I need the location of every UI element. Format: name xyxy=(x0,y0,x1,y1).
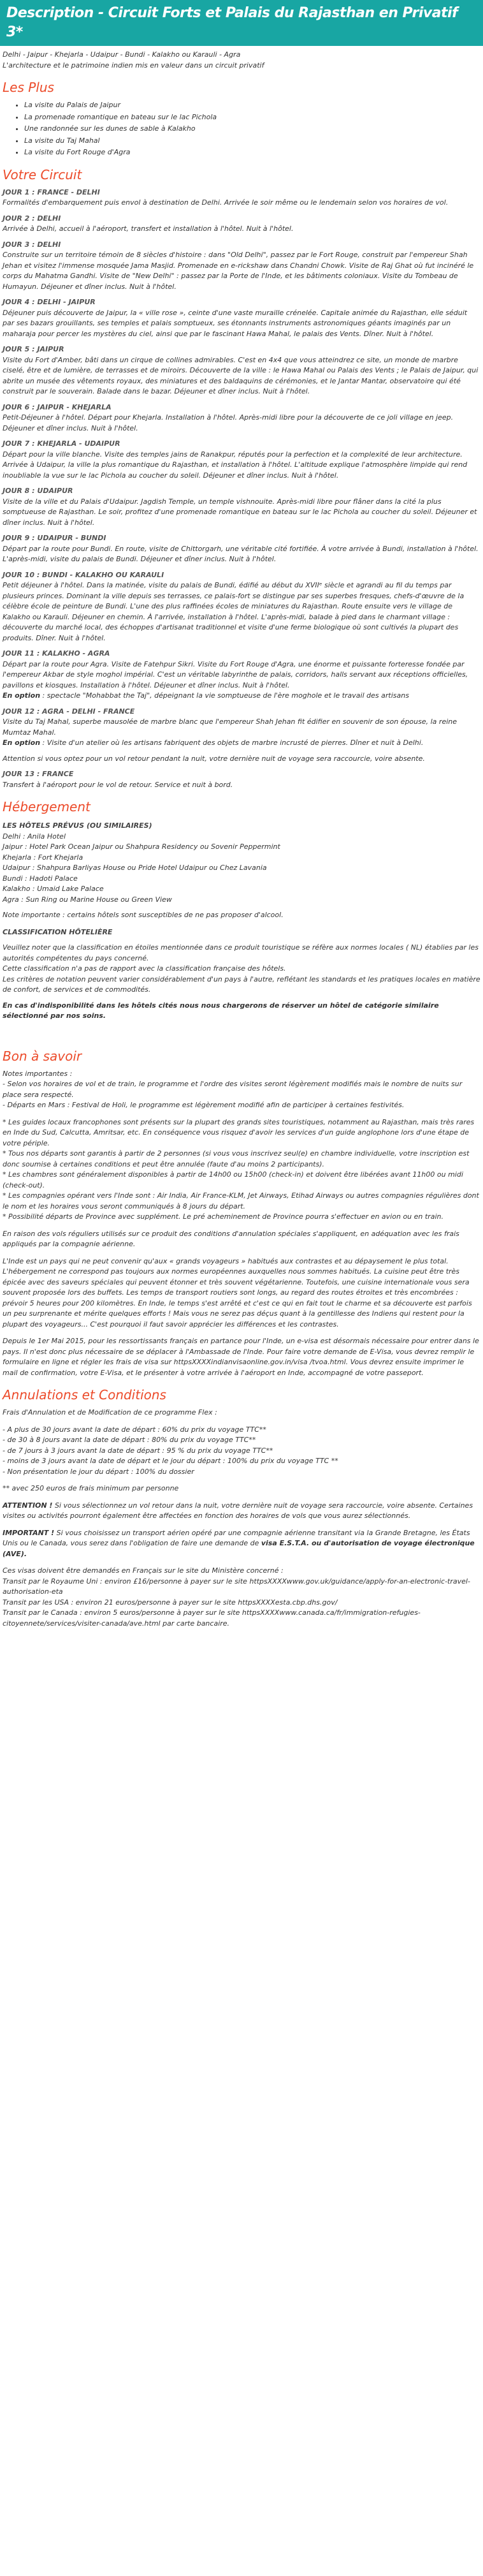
intro-tagline: L'architecture et le patrimoine indien mis en valeur dans un circuit privatif xyxy=(3,61,264,70)
day-block xyxy=(3,707,480,765)
day-block xyxy=(3,570,480,644)
annulation-line: - de 30 à 8 jours avant la date de départ : 80% du prix du voyage TTC** xyxy=(3,1436,256,1444)
attention-block xyxy=(3,1501,480,1522)
page-title: Description - Circuit Forts et Palais du Rajasthan en Privatif 3* xyxy=(6,5,458,40)
availability-note: En cas d'indisponibilité dans les hôtels cités nous nous chargerons de réserver un hôtel de catégorie similaire sélectionné par nos soins. xyxy=(3,1001,439,1020)
day-block xyxy=(3,769,480,790)
day-text: Visite du Taj Mahal, superbe mausolée de marbre blanc que l'empereur Shah Jehan fit édifier en souvenir de son épouse, la reine Mumtaz Mahal. xyxy=(3,718,458,737)
day-text: Transfert à l'aéroport pour le vol de retour. Service et nuit à bord. xyxy=(3,780,233,789)
section-title-hebergement: Hébergement xyxy=(3,799,90,814)
hotels-title: LES HÔTELS PRÉVUS (OU SIMILAIRES) xyxy=(3,821,152,830)
hotel-line: Delhi : Anila Hotel xyxy=(3,832,66,841)
info-paragraph: * Les guides locaux francophones sont présents sur la plupart des grands sites touristiques, notamment au Rajasthan, mais très rares en Inde du Sud, Calcutta, Amritsar, etc. En conséquence vous risquez d'avoir les services d'un guide anglophone lors d'une étape de votre périple. xyxy=(3,1117,475,1147)
day-title: JOUR 4 : DELHI - JAIPUR xyxy=(3,298,96,306)
classification-line: Cette classification n'a pas de rapport avec la classification française des hôtels. xyxy=(3,964,286,973)
info-paragraph: * Possibilité départs de Province avec supplément. Le pré acheminement de Province pourra s'effectuer en avion ou en train. xyxy=(3,1212,443,1221)
day-title: JOUR 6 : JAIPUR - KHEJARLA xyxy=(3,402,112,411)
day-block xyxy=(3,297,480,339)
classification-line: Veuillez noter que la classification en étoiles mentionnée dans ce produit touristique se réfère aux normes locales ( NL) établies par les autorités compétentes du pays concerné. xyxy=(3,943,479,962)
info-paragraph: * Tous nos départs sont garantis à partir de 2 personnes (si vous vous inscrivez seul(e) en chambre individuelle, votre inscription est donc soumise à certaines conditions et peut être annulée (faute d'au moins 2 participants). xyxy=(3,1149,470,1168)
hotel-line: Jaipur : Hotel Park Ocean Jaipur ou Shahpura Residency ou Sovenir Peppermint xyxy=(3,843,280,851)
section-title-circuit: Votre Circuit xyxy=(3,166,82,182)
visa-info-text: Depuis le 1er Mai 2015, pour les ressortissants français en partance pour l'Inde, un e-visa est désormais nécessaire pour entrer dans le pays. Il n'est donc plus nécessaire de se déplacer à l'Ambassade de l'Inde. Pour faire votre demande de E-Visa, vous devrez remplir le formulaire en ligne et régler les frais de visa sur httpsXXXXindianvisaonline.gov.in/visa /tvoa.html. Vous devrez ensuite imprimer le mail de confirmation, votre E-Visa, et le présenter à votre arrivée à l'aéroport en Inde, accompagné de votre passeport. xyxy=(3,1337,479,1377)
day-title: JOUR 1 : FRANCE - DELHI xyxy=(3,188,100,196)
day-block xyxy=(3,439,480,481)
day-text: Visite de la ville et du Palais d'Udaipur. Jagdish Temple, un temple vishnouite. Après-midi libre pour flâner dans la cité la plus somptueuse de Rajasthan. Le soir, profitez d'une promenade romantique en bateau sur le lac Pichola au coucher du soleil. Déjeuner et dîner inclus. Nuit à l'hôtel. xyxy=(3,497,477,527)
conditions-text: En raison des vols réguliers utilisés sur ce produit des conditions d'annulation spéciales s'appliquent, en adéquation avec les frais appliqués par la compagnie aérienne. xyxy=(3,1229,459,1248)
main-content xyxy=(0,46,483,1629)
list-item: • Une randonnée sur les dunes de sable à Kalakho xyxy=(24,124,480,135)
hotel-line: Udaipur : Shahpura Barliyas House ou Pride Hotel Udaipur ou Chez Lavania xyxy=(3,864,267,872)
india-info-text: L'Inde est un pays qui ne peut convenir qu'aux « grands voyageurs » habitués aux contrastes et au dépaysement le plus total. L'hébergement ne correspond pas toujours aux normes européennes auxquelles nous sommes habitués. La cuisine peut être très épicée avec des saveurs spéciales qui peuvent étonner et très souvent végétarienne. Toutefois, une cuisine internationale vous sera souvent proposée lors des buffets. Les temps de transport routiers sont longs, au regard des routes étroites et très encombrées : prévoir 5 heures pour 200 kilomètres. En Inde, le temps s'est arrêté et c'est ce qui en fait tout le charme et sa découverte est parfois un peu surprenante et mérite quelques efforts ! Mais vous ne serez pas déçus quant à la gentillesse des Indiens qui restent pour la plupart des voyageurs... C'est pourquoi il faut savoir apprécier les différences et les contrastes. xyxy=(3,1256,472,1328)
hotel-line: Khejarla : Fort Khejarla xyxy=(3,853,83,862)
day-text: Départ pour la ville blanche. Visite des temples jains de Ranakpur, réputés pour la perfection et la complexité de leur architecture. Arrivée à Udaipur, la ville la plus romantique du Rajasthan, et installation à l'hôtel. L'altitude explique l'atmosphère limpide qui rend inoubliable la vue sur le lac Pichola au coucher du soleil. Déjeuner et dîner inclus. Nuit à l'hôtel. xyxy=(3,450,468,480)
attention-text: Si vous sélectionnez un vol retour dans la nuit, votre dernière nuit de voyage sera raccourcie, voire absente. Certaines visites ou activités pourront également être affectées en fonction des horaires de vols que vous aurez sélectionnés. xyxy=(3,1501,473,1520)
day-title: JOUR 12 : AGRA - DELHI - FRANCE xyxy=(3,707,135,716)
les-plus-list xyxy=(3,100,480,158)
notes-title: Notes importantes : xyxy=(3,1069,73,1078)
day-title: JOUR 2 : DELHI xyxy=(3,214,61,223)
option-text: : Visite d'un atelier où les artisans fabriquent des objets de marbre incrusté de pierres. Dîner et nuit à Delhi. xyxy=(40,739,424,747)
option-text: : spectacle "Mohabbat the Taj", dépeignant la vie somptueuse de l'ère moghole et le travail des artisans xyxy=(40,691,409,700)
hotels-list xyxy=(3,832,480,906)
intro-route: Delhi - Jaipur - Khejarla - Udaipur - Bundi - Kalakho ou Karauli - Agra xyxy=(3,50,241,59)
day-option xyxy=(3,691,480,702)
day-title: JOUR 7 : KHEJARLA - UDAIPUR xyxy=(3,439,120,448)
classification-title: CLASSIFICATION HÔTELIÈRE xyxy=(3,927,113,936)
day-text: Construite sur un territoire témoin de 8 siècles d'histoire : dans "Old Delhi", passez par le Fort Rouge, construit par l'empereur Shah Jehan et visitez l'immense mosquée Jama Masjid. Promenade en e-rickshaw dans Chandni Chowk. Visite de Raj Ghat où fut incinéré le corps du Mahatma Gandhi. Visite de "New Delhi" : passez par la Porte de l'Inde, et les bâtiments coloniaux. Visite du Tombeau de Humayun. Déjeuner et dîner inclus. Nuit à l'hôtel. xyxy=(3,251,474,291)
day-text: Déjeuner puis découverte de Jaipur, la « ville rose », ceinte d'une vaste muraille crénelée. Capitale animée du Rajasthan, elle séduit par ses bazars grouillants, ses temples et palais somptueux, ses étonnants instruments astronomiques géants imaginés par un maharaja pour percer les mystères du ciel, ainsi que par le fascinant Hawa Mahal, le palais des Vents. Dîner. Nuit à l'hôtel. xyxy=(3,308,468,338)
page-header xyxy=(0,0,483,46)
circuit-days xyxy=(3,188,480,791)
important-text: Si vous choisissez un transport aérien opéré par une compagnie aérienne transitant via la Grande Bretagne, les États Unis ou le Canada, vous serez dans l'obligation de faire une demande de xyxy=(3,1528,470,1547)
day-text: Visite du Fort d'Amber, bâti dans un cirque de collines admirables. C'est en 4x4 que vous atteindrez ce site, un monde de marbre ciselé, être et de lumière, de terrasses et de miroirs. Découverte de la ville : le Hawa Mahal ou Palais des Vents ; le Palais de Jaipur, qui abrite un musée des vêtements royaux, des miniatures et des baldaquins de cérémonies, et le Jantar Mantar, observatoire qui été construit par le souverain. Balade dans le bazar. Déjeuner et dîner inclus. Nuit à l'hôtel. xyxy=(3,355,479,395)
info-paragraph: * Les compagnies opérant vers l'Inde sont : Air India, Air France-KLM, Jet Airways, Etihad Airways ou autres compagnies régulières dont le nom et les horaires vous seront communiqués à 8 jours du départ. xyxy=(3,1191,479,1211)
day-block xyxy=(3,402,480,434)
info-paragraph: * Les chambres sont généralement disponibles à partir de 14h00 ou 15h00 (check-in) et doivent être libérées avant 11h00 ou midi (check-out). xyxy=(3,1170,463,1189)
day-block xyxy=(3,188,480,209)
annulation-line: - Non présentation le jour du départ : 100% du dossier xyxy=(3,1467,194,1476)
note-line: - Départs en Mars : Festival de Holi, le programme est légèrement modifié afin de participer à certaines festivités. xyxy=(3,1101,405,1109)
visa-line[interactable]: Transit par les USA : environ 21 euros/personne à payer sur le site httpsXXXXesta.cbp.dhs.gov/ xyxy=(3,1598,338,1607)
important-bold: visa E.S.T.A. ou d'autorisation de voyage électronique (AVE). xyxy=(3,1539,475,1558)
list-item: • La visite du Palais de Jaipur xyxy=(24,100,480,111)
day-text: Arrivée à Delhi, accueil à l'aéroport, transfert et installation à l'hôtel. Nuit à l'hôtel. xyxy=(3,224,294,233)
day-block xyxy=(3,649,480,702)
day-text: Petit déjeuner à l'hôtel. Dans la matinée, visite du palais de Bundi, édifié au début du XVIIᵉ siècle et agrandi au fil du temps par plusieurs princes. Dominant la ville depuis ses terrasses, ce palais-fort se distingue par ses superbes fresques, chefs-d'œuvre de la célèbre école de peinture de Bundi. L'une des plus raffinées écoles de miniatures du Rajasthan. Route ensuite vers le village de Kalakho ou Karauli. Déjeuner en chemin. À l'arrivée, installation à l'hôtel. L'après-midi, balade à pied dans le charmant village : découverte du marché local, des échoppes d'artisanat traditionnel et visite d'une ferme biologique où sont cultivés la plupart des produits. Dîner. Nuit à l'hôtel. xyxy=(3,581,465,642)
annulation-line: - moins de 3 jours avant la date de départ et le jour du départ : 100% du prix du voyage TTC ** xyxy=(3,1457,338,1465)
list-item: • La visite du Fort Rouge d'Agra xyxy=(24,147,480,158)
day-title: JOUR 11 : KALAKHO - AGRA xyxy=(3,649,110,658)
option-label: En option xyxy=(3,739,41,747)
annulation-line: - de 7 jours à 3 jours avant la date de départ : 95 % du prix du voyage TTC** xyxy=(3,1446,273,1455)
option-label: En option xyxy=(3,691,41,700)
hotel-line: Bundi : Hadoti Palace xyxy=(3,874,78,883)
day-extra: Attention si vous optez pour un vol retour pendant la nuit, votre dernière nuit de voyage sera raccourcie, voire absente. xyxy=(3,754,425,763)
day-title: JOUR 5 : JAIPUR xyxy=(3,345,64,353)
section-title-bon-a-savoir: Bon à savoir xyxy=(3,1048,82,1064)
intro-block xyxy=(3,46,480,71)
day-text: Formalités d'embarquement puis envol à destination de Delhi. Arrivée le soir même ou le lendemain selon vos horaires de vol. xyxy=(3,198,449,207)
day-text: Départ par la route pour Agra. Visite de Fatehpur Sikri. Visite du Fort Rouge d'Agra, une énorme et puissante forteresse fondée par l'empereur Akbar de style moghol impérial. C'est un véritable labyrinthe de palais, corridors, halls servant aux réceptions officielles, pavillons et kiosques. Installation à l'hôtel. Déjeuner et dîner inclus. Nuit à l'hôtel. xyxy=(3,659,468,689)
visa-line: Ces visas doivent être demandés en Français sur le site du Ministère concerné : xyxy=(3,1566,284,1575)
day-text: Petit-Déjeuner à l'hôtel. Départ pour Khejarla. Installation à l'hôtel. Après-midi libre pour la découverte de ce joli village en jeep. Déjeuner et dîner inclus. Nuit à l'hôtel. xyxy=(3,413,454,432)
important-block xyxy=(3,1528,480,1560)
classification-line: Les critères de notation peuvent varier considérablement d'un pays à l'autre, reflétant les standards et les pratiques locales en matière de confort, de services et de commodités. xyxy=(3,975,480,994)
annulation-line: - A plus de 30 jours avant la date de départ : 60% du prix du voyage TTC** xyxy=(3,1425,266,1434)
annulation-intro: Frais d'Annulation et de Modification de ce programme Flex : xyxy=(3,1408,217,1417)
day-block xyxy=(3,344,480,397)
hotel-line: Kalakho : Umaid Lake Palace xyxy=(3,885,104,893)
list-item: • La visite du Taj Mahal xyxy=(24,136,480,147)
day-title: JOUR 8 : UDAIPUR xyxy=(3,487,73,495)
day-title: JOUR 10 : BUNDI - KALAKHO OU KARAULI xyxy=(3,570,164,579)
visa-line[interactable]: Transit par le Canada : environ 5 euros/personne à payer sur le site httpsXXXXwww.canada.ca/fr/immigration-refugies-citoyennete/services/visiter-canada/ave.html par carte bancaire. xyxy=(3,1608,421,1628)
day-block xyxy=(3,486,480,528)
day-text: Départ par la route pour Bundi. En route, visite de Chittorgarh, une véritable cité fortifiée. À votre arrivée à Bundi, installation à l'hôtel. L'après-midi, visite du palais de Bundi. Déjeuner et dîner inclus. Nuit à l'hôtel. xyxy=(3,544,479,563)
day-title: JOUR 9 : UDAIPUR - BUNDI xyxy=(3,534,106,542)
section-title-les-plus: Les Plus xyxy=(3,80,54,95)
section-title-annulations: Annulations et Conditions xyxy=(3,1387,166,1402)
day-block xyxy=(3,240,480,293)
note-line: - Selon vos horaires de vol et de train, le programme et l'ordre des visites seront légèrement modifiés mais le nombre de nuits sur place sera respecté. xyxy=(3,1080,463,1099)
day-title: JOUR 13 : FRANCE xyxy=(3,770,74,778)
classification-block xyxy=(3,943,480,996)
day-block xyxy=(3,214,480,235)
visa-line[interactable]: Transit par le Royaume Uni : environ £16/personne à payer sur le site httpsXXXXwww.gov.uk/guidance/apply-for-an-electronic-travel-authorisation-eta xyxy=(3,1577,470,1596)
important-label: IMPORTANT ! xyxy=(3,1528,55,1537)
day-block xyxy=(3,533,480,565)
hotels-note: Note importante : certains hôtels sont susceptibles de ne pas proposer d'alcool. xyxy=(3,911,284,919)
day-title: JOUR 3 : DELHI xyxy=(3,240,61,249)
hotel-line: Agra : Sun Ring ou Marine House ou Green View xyxy=(3,895,172,904)
attention-label: ATTENTION ! xyxy=(3,1501,53,1510)
day-option xyxy=(3,738,480,749)
annulation-fees: ** avec 250 euros de frais minimum par personne xyxy=(3,1484,179,1492)
list-item: • La promenade romantique en bateau sur le lac Pichola xyxy=(24,112,480,123)
